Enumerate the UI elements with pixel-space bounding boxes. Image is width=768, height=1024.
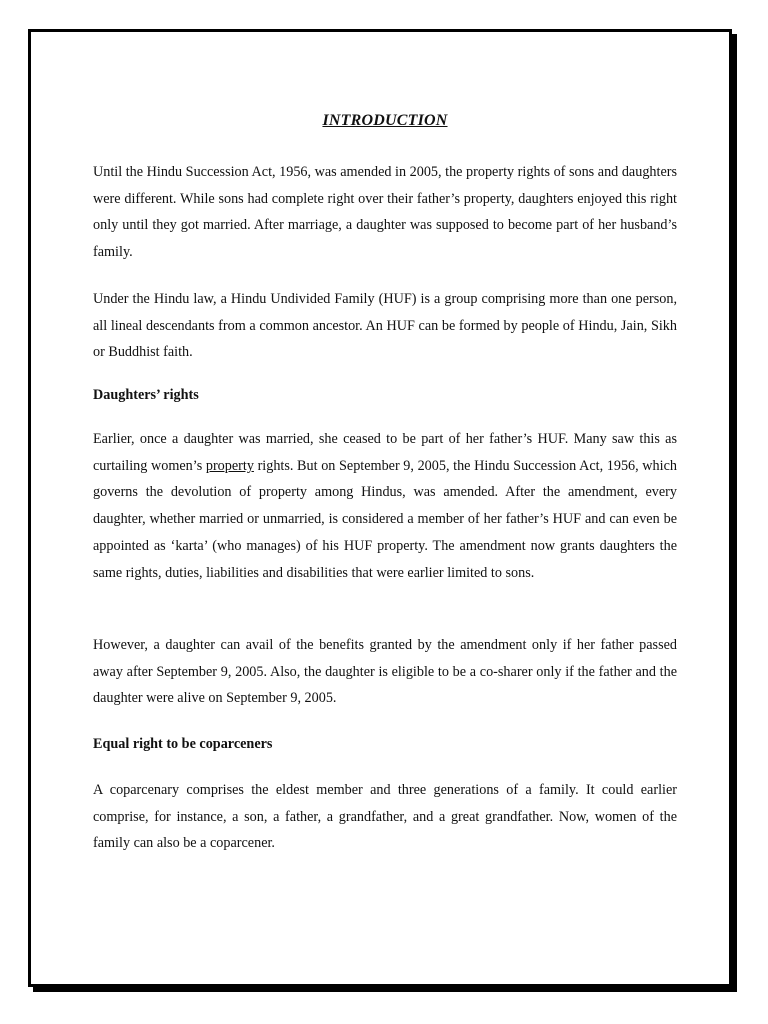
paragraph-text: rights. But on September 9, 2005, the Hindu Succession Act, 1956, which governs the devolution of property among Hindus, was amended. After the amendment, every daughter, whether married or unmarried, is considered a member of her father’s HUF and can even be appointed as ‘karta’ (who manages) of his HUF property. The amendment now grants daughters the same rights, duties, liabilities and disabilities that were earlier limited to sons. (93, 457, 677, 581)
intro-paragraph-1: Until the Hindu Succession Act, 1956, was amended in 2005, the property rights of sons and daughters were different. While sons had complete right over their father’s property, daughters enjoyed this right only until they got married. After marriage, a daughter was supposed to become part of her husband’s family. (93, 164, 677, 261)
page-title: INTRODUCTION (322, 112, 448, 129)
page-frame (28, 29, 732, 987)
daughters-rights-paragraph (93, 426, 677, 586)
intro-paragraph-2: Under the Hindu law, a Hindu Undivided Family (HUF) is a group comprising more than one person, all lineal descendants from a common ancestor. An HUF can be formed by people of Hindu, Jain, Sikh or Buddhist faith. (93, 291, 677, 361)
section-heading-daughters-rights: Daughters’ rights (93, 387, 199, 403)
benefits-paragraph: However, a daughter can avail of the benefits granted by the amendment only if her father passed away after September 9, 2005. Also, the daughter is eligible to be a co-sharer only if the father and the daughter were alive on September 9, 2005. (93, 637, 677, 707)
coparcenary-paragraph: A coparcenary comprises the eldest member and three generations of a family. It could earlier comprise, for instance, a son, a father, a grandfather, and a great grandfather. Now, women of the family can also be a coparcener. (93, 782, 677, 852)
paragraph-text: Earlier, once a daughter was married, she ceased to be part of her father’s HUF. Many saw this as curtailing women’s (93, 431, 677, 474)
property-link[interactable]: property (205, 457, 254, 474)
section-heading-coparceners: Equal right to be coparceners (93, 736, 273, 752)
